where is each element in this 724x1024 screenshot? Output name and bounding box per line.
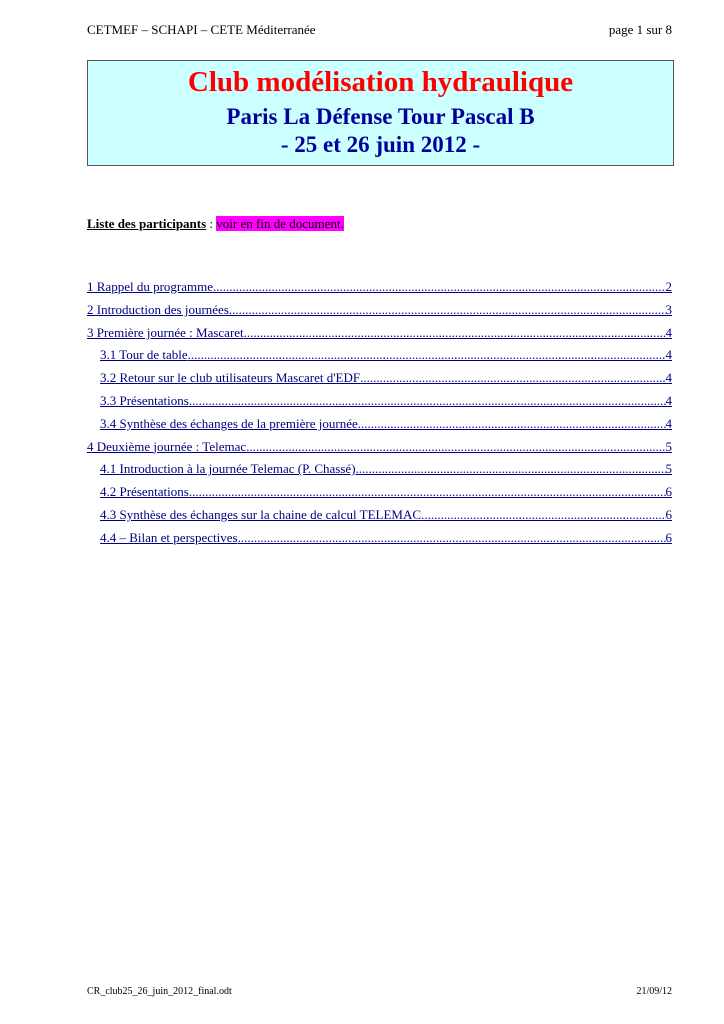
page-footer <box>87 986 672 997</box>
toc-entry[interactable] <box>87 393 672 416</box>
participants-label: Liste des participants <box>87 216 207 231</box>
page-header <box>87 22 672 38</box>
toc-leader-dots <box>189 484 666 500</box>
toc-entry-text: 4 Deuxième journée : Telemac <box>87 438 247 454</box>
toc-entry-text: 4.4 – Bilan et perspectives <box>100 529 238 545</box>
toc-entry[interactable] <box>87 484 672 507</box>
toc-entry-text: 3.3 Présentations <box>100 392 189 408</box>
toc-leader-dots <box>238 530 666 546</box>
table-of-contents <box>87 279 672 553</box>
toc-entry[interactable] <box>87 279 672 302</box>
toc-entry-page: 3 <box>665 301 672 317</box>
title-box <box>87 60 674 166</box>
toc-leader-dots <box>421 507 665 523</box>
toc-entry-page: 4 <box>665 324 672 340</box>
toc-leader-dots <box>246 439 665 455</box>
header-organizations: CETMEF – SCHAPI – CETE Méditerranée <box>87 22 316 37</box>
toc-entry-text: 3.1 Tour de table <box>100 347 188 363</box>
toc-leader-dots <box>229 302 666 318</box>
toc-entry-text: 3.4 Synthèse des échanges de la première journée <box>100 415 358 431</box>
document-subtitle-date: - 25 et 26 juin 2012 - <box>280 132 481 157</box>
toc-entry-page: 5 <box>665 438 672 454</box>
page-number: page 1 sur 8 <box>608 22 672 37</box>
toc-entry[interactable] <box>87 347 672 370</box>
toc-entry[interactable] <box>87 416 672 439</box>
document-title: Club modélisation hydraulique <box>187 66 574 98</box>
toc-entry[interactable] <box>87 302 672 325</box>
participants-line <box>87 216 344 232</box>
toc-entry-page: 4 <box>665 392 672 408</box>
toc-entry-page: 2 <box>665 279 672 294</box>
toc-entry-page: 4 <box>665 347 672 363</box>
toc-leader-dots <box>358 416 666 432</box>
toc-entry-text: 4.3 Synthèse des échanges sur la chaine de calcul TELEMAC <box>100 506 422 522</box>
toc-entry-page: 5 <box>665 461 672 477</box>
toc-leader-dots <box>213 279 666 295</box>
toc-entry[interactable] <box>87 370 672 393</box>
toc-entry-text: 4.2 Présentations <box>100 484 189 500</box>
toc-entry-page: 4 <box>665 415 672 431</box>
toc-entry-page: 6 <box>665 506 672 522</box>
toc-entry-text: 4.1 Introduction à la journée Telemac (P. Chassé) <box>100 461 356 477</box>
toc-entry-text: 3 Première journée : Mascaret <box>87 324 244 340</box>
footer-date: 21/09/12 <box>636 986 672 997</box>
footer-filename: CR_club25_26_juin_2012_final.odt <box>87 986 232 997</box>
toc-entry[interactable] <box>87 530 672 553</box>
toc-entry-page: 6 <box>665 529 672 545</box>
toc-entry[interactable] <box>87 461 672 484</box>
toc-leader-dots <box>360 370 665 386</box>
participants-separator: : <box>206 216 217 231</box>
toc-entry[interactable] <box>87 507 672 530</box>
toc-leader-dots <box>244 325 666 341</box>
toc-entry-text: 3.2 Retour sur le club utilisateurs Mascaret d'EDF <box>100 370 361 386</box>
toc-entry[interactable] <box>87 439 672 462</box>
toc-leader-dots <box>189 393 666 409</box>
toc-entry-text: 2 Introduction des journées <box>87 301 229 317</box>
toc-entry-page: 4 <box>665 370 672 386</box>
toc-leader-dots <box>188 347 666 363</box>
toc-entry-text: 1 Rappel du programme <box>87 279 213 294</box>
toc-entry[interactable] <box>87 325 672 348</box>
toc-entry-page: 6 <box>665 484 672 500</box>
toc-leader-dots <box>356 461 666 477</box>
participants-note: voir en fin de document. <box>216 216 344 231</box>
document-subtitle-location: Paris La Défense Tour Pascal B <box>226 104 535 129</box>
